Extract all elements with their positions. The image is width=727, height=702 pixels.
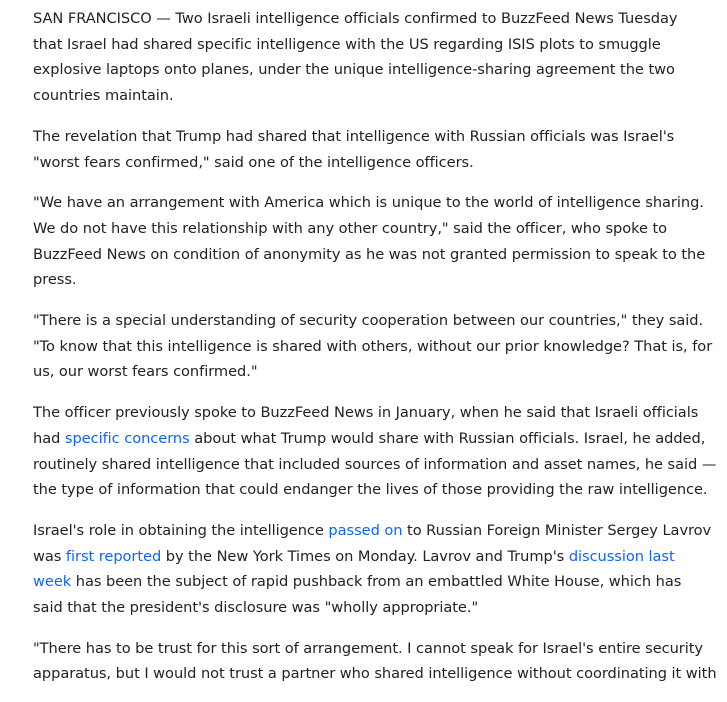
text-line (33, 426, 727, 452)
text-run: to Russian Foreign Minister Sergey Lavrov (402, 521, 712, 539)
text-line: the type of information that could endanger the lives of those providing the raw intelligence. (33, 481, 708, 499)
text-run: by the New York Times on Monday. Lavrov and Trump's (161, 547, 569, 565)
text-line: SAN FRANCISCO — Two Israeli intelligence officials confirmed to BuzzFeed News Tuesday (33, 10, 678, 27)
paragraph-5 (33, 400, 727, 503)
text-line: press. (33, 271, 77, 289)
text-line: countries maintain. (33, 87, 174, 105)
text-line: apparatus, but I would not trust a partner who shared intelligence without coordinating it with (33, 665, 717, 683)
link-first-reported[interactable]: first reported (65, 547, 162, 565)
text-line: said that the president's disclosure was "wholly appropriate." (33, 599, 479, 617)
text-line (33, 518, 727, 544)
text-run: has been the subject of rapid pushback from an embattled White House, which has (71, 573, 682, 591)
text-line: explosive laptops onto planes, under the unique intelligence-sharing agreement the two (33, 61, 675, 79)
text-run: was (33, 547, 66, 565)
text-line: that Israel had shared specific intelligence with the US regarding ISIS plots to smuggle (33, 35, 661, 53)
text-line (33, 544, 727, 570)
paragraph-1 (33, 6, 727, 109)
link-discussion-last-week[interactable]: discussion last (568, 547, 675, 565)
text-run: Israel's role in obtaining the intelligence (33, 521, 329, 539)
text-line: us, our worst fears confirmed." (33, 363, 258, 381)
text-line: We do not have this relationship with any other country," said the officer, who spoke to (33, 219, 668, 237)
text-run: had (33, 429, 65, 447)
text-line: "There has to be trust for this sort of arrangement. I cannot speak for Israel's entire security (33, 639, 704, 657)
text-line: BuzzFeed News on condition of anonymity as he was not granted permission to speak to the (33, 245, 706, 263)
text-line: "To know that this intelligence is shared with others, without our prior knowledge? That is, for (33, 337, 713, 355)
paragraph-3 (33, 190, 727, 293)
paragraph-7 (33, 636, 727, 687)
link-discussion-last-week-cont[interactable]: week (33, 573, 72, 591)
text-line: routinely shared intelligence that included sources of information and asset names, he said — (33, 455, 717, 473)
paragraph-4 (33, 308, 727, 385)
text-line: "There is a special understanding of security cooperation between our countries," they said. (33, 312, 704, 330)
paragraph-6 (33, 518, 727, 621)
text-line: "We have an arrangement with America which is unique to the world of intelligence sharing. (33, 194, 704, 212)
link-passed-on[interactable]: passed on (328, 521, 403, 539)
text-line: The officer previously spoke to BuzzFeed News in January, when he said that Israeli officials (33, 404, 699, 422)
article-body (33, 6, 727, 702)
text-line: The revelation that Trump had shared that intelligence with Russian officials was Israel's (33, 127, 675, 145)
link-specific-concerns[interactable]: specific concerns (64, 429, 190, 447)
text-line: "worst fears confirmed," said one of the intelligence officers. (33, 153, 474, 171)
text-line (33, 569, 727, 595)
paragraph-2 (33, 124, 727, 175)
text-run: about what Trump would share with Russian officials. Israel, he added, (189, 429, 706, 447)
